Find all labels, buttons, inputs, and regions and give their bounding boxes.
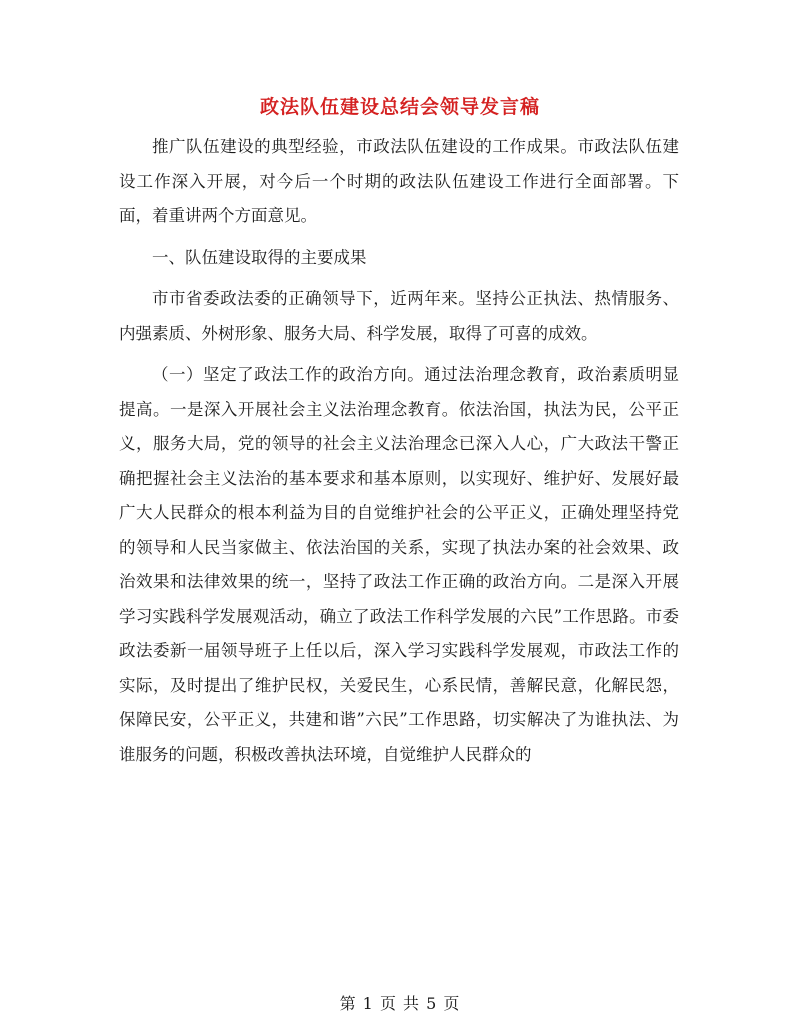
paragraph-achievements: 市市省委政法委的正确领导下，近两年来。坚持公正执法、热情服务、内强素质、外树形象、服务大局、科学发展，取得了可喜的成效。: [119, 289, 679, 343]
page-number: 第 1 页 共 5 页: [339, 994, 461, 1013]
paragraph-intro: 推广队伍建设的典型经验，市政法队伍建设的工作成果。市政法队伍建设工作深入开展，对今后一个时期的政法队伍建设工作进行全面部署。下面，着重讲两个方面意见。: [119, 137, 679, 225]
section-heading: 一、队伍建设取得的主要成果: [152, 247, 367, 267]
document-body: [119, 130, 679, 772]
paragraph-political-direction: （一）坚定了政法工作的政治方向。通过法治理念教育，政治素质明显提高。一是深入开展社会主义法治理念教育。依法治国，执法为民，公平正义，服务大局，党的领导的社会主义法治理念已深入人心，广大政法干警正确把握社会主义法治的基本要求和基本原则，以实现好、维护好、发展好最广大人民群众的根本利益为目的自觉维护社会的公平正义，正确处理坚持党的领导和人民当家做主、依法治国的关系，实现了执法办案的社会效果、政治效果和法律效果的统一，坚持了政法工作正确的政治方向。二是深入开展学习实践科学发展观活动，确立了政法工作科学发展的六民”工作思路。市委政法委新一届领导班子上任以后，深入学习实践科学发展观，市政法工作的实际，及时提出了维护民权，关爱民生，心系民情，善解民意，化解民怨，保障民安，公平正义，共建和谐”六民”工作思路，切实解决了为谁执法、为谁服务的问题，积极改善执法环境，自觉维护人民群众的: [119, 365, 679, 764]
document-title: 政法队伍建设总结会领导发言稿: [259, 96, 540, 118]
